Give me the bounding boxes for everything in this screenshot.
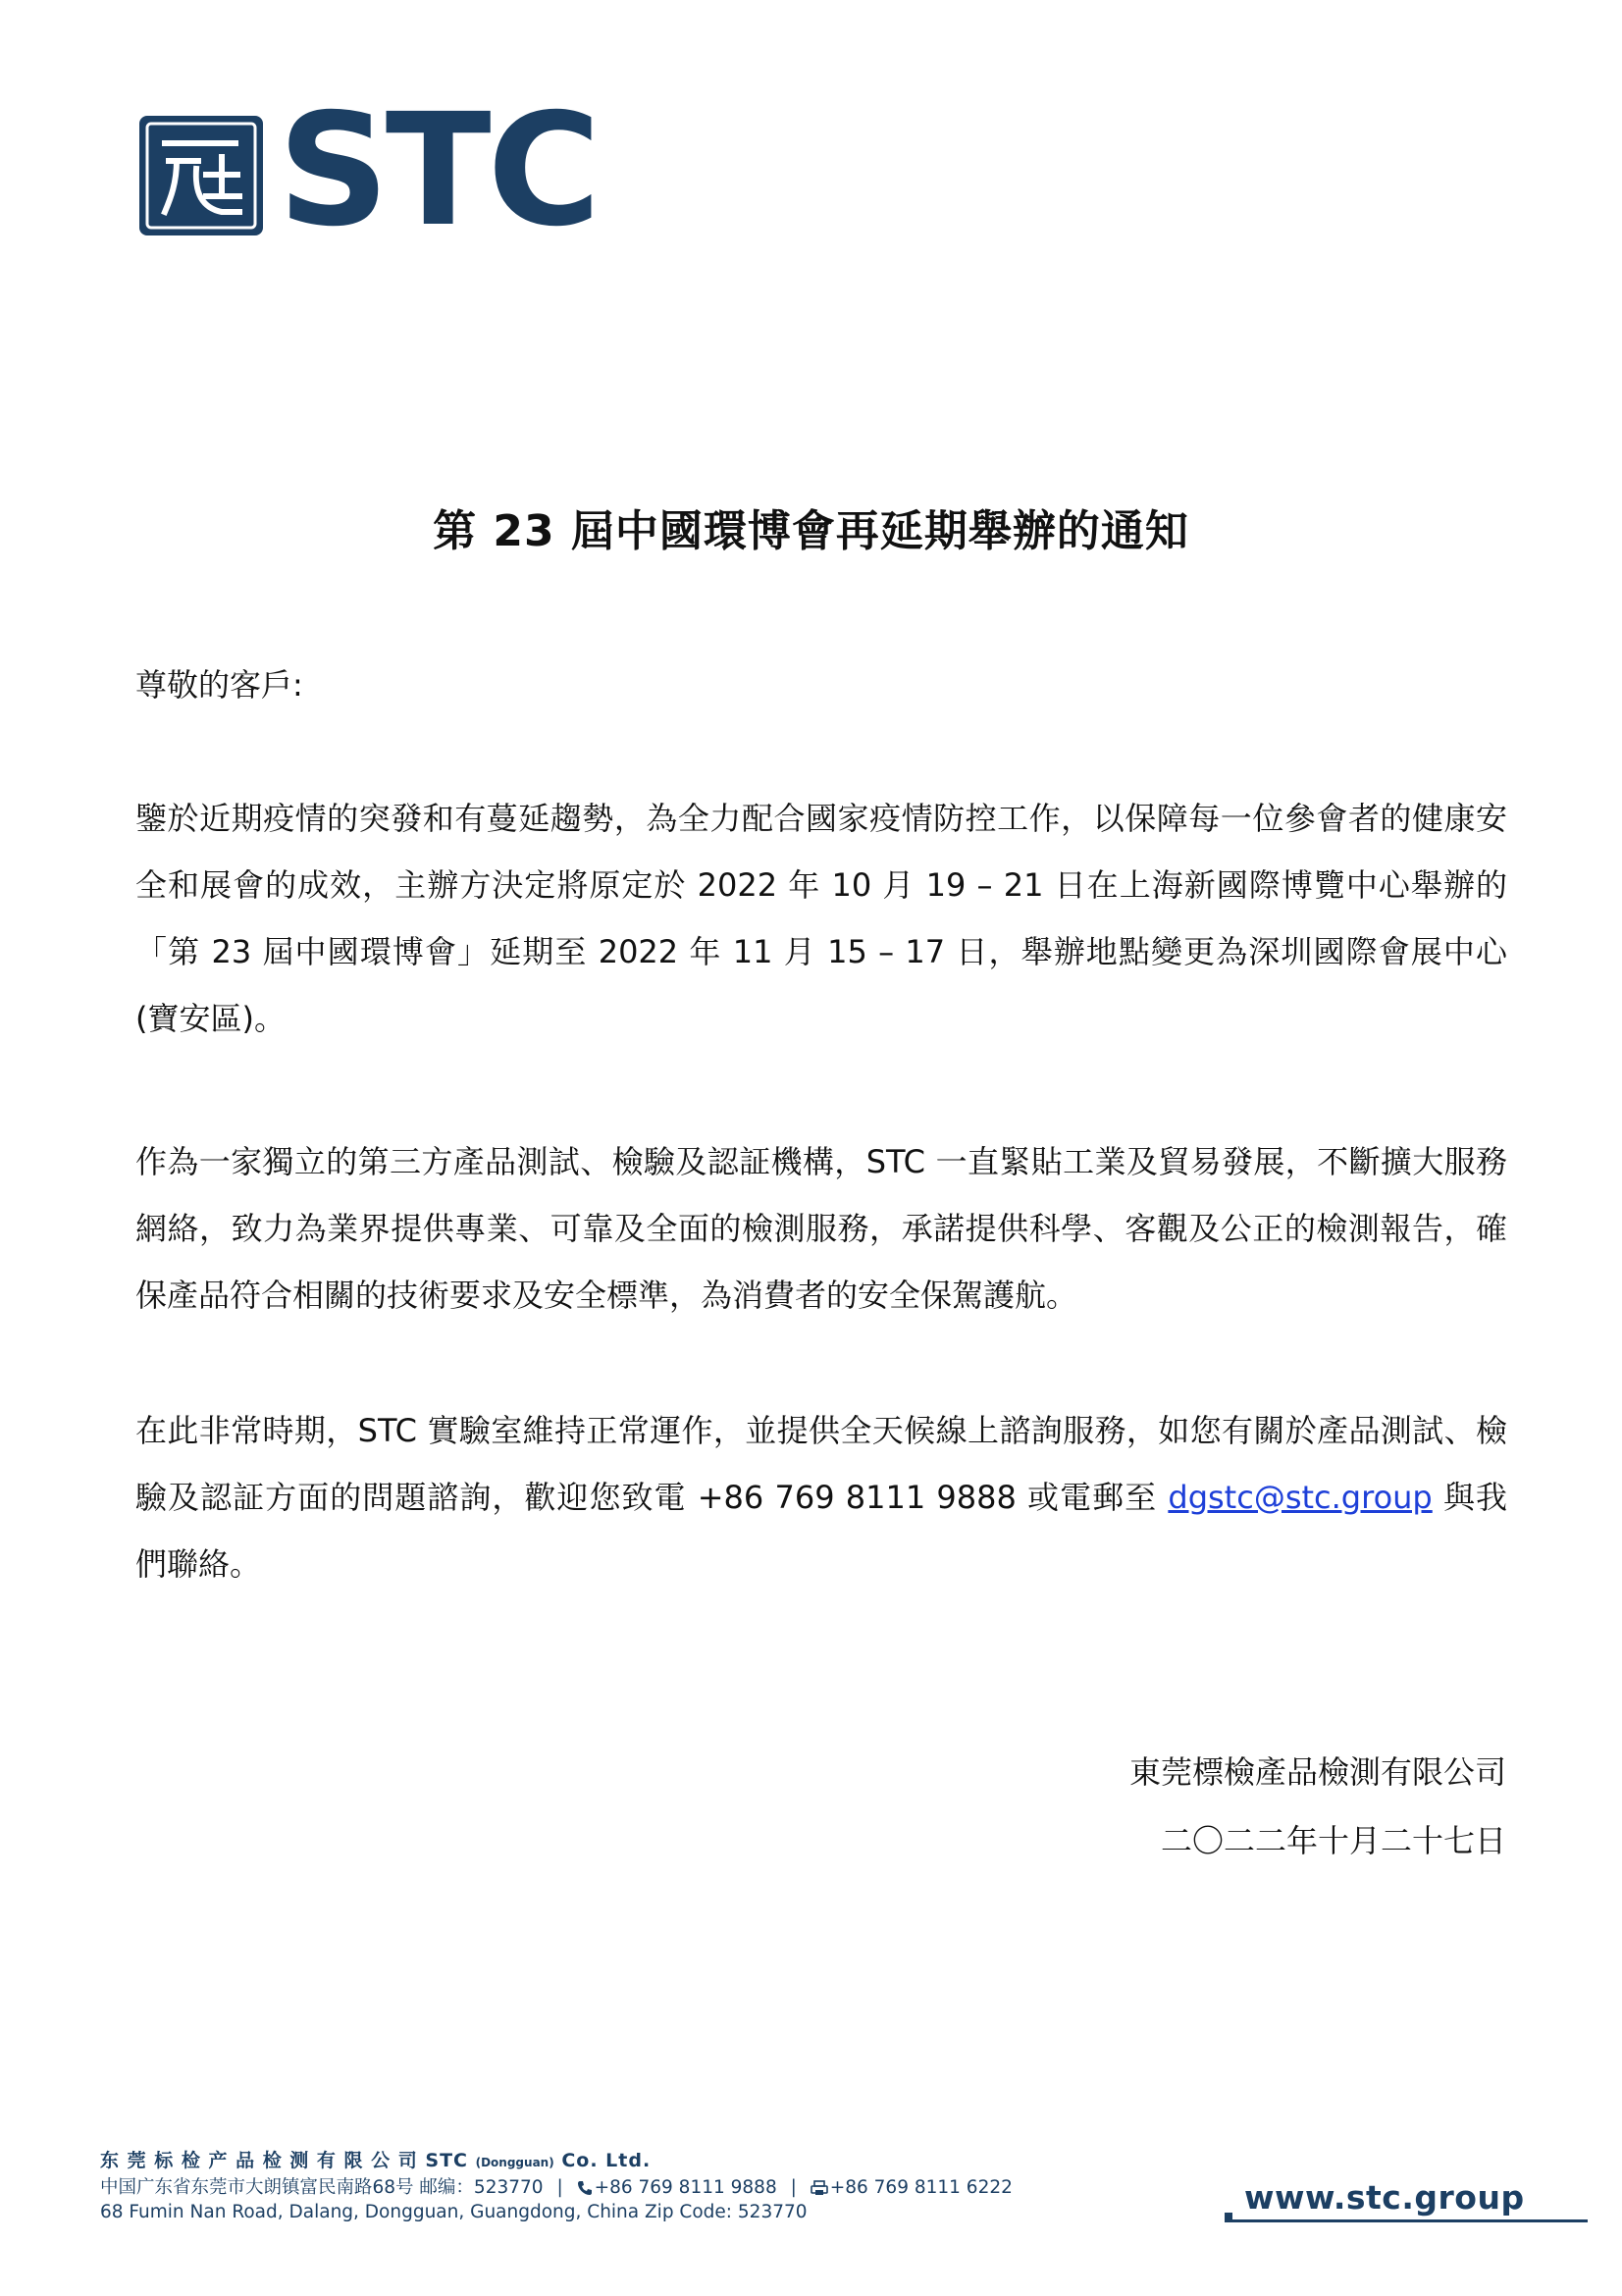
- footer-company-en-small: (Dongguan): [475, 2156, 554, 2169]
- footer-contact-line: [100, 2175, 1013, 2200]
- footer-website-underline: [1225, 2219, 1588, 2222]
- footer-address-cn: 中国广东省东莞市大朗镇富民南路68号 邮编：523770: [100, 2177, 544, 2198]
- salutation: 尊敬的客戶:: [135, 666, 303, 704]
- footer-company-en-suffix: Co. Ltd.: [561, 2150, 652, 2171]
- phone-icon: [577, 2180, 593, 2196]
- stc-emblem-icon: [137, 114, 265, 237]
- separator: |: [790, 2177, 797, 2198]
- paragraph-postponement: 鑒於近期疫情的突發和有蔓延趨勢，為全力配合國家疫情防控工作，以保障每一位參會者的健康安全和展會的成效，主辦方決定將原定於 2022 年 10 月 19 – 21 日在上海新國際博覽中心舉辦的「第 23 屆中國環博會」延期至 2022 年 11 月 15 – 17 日，舉辦地點變更為深圳國際會展中心 (寶安區)。: [135, 800, 1507, 1037]
- fax-icon: [811, 2180, 828, 2196]
- contact-text-end: 與我們聯絡。: [135, 1479, 1507, 1583]
- footer-fax: +86 769 8111 6222: [829, 2177, 1013, 2198]
- stc-wordmark: STC: [278, 80, 598, 261]
- paragraph-contact: [135, 1397, 1507, 1597]
- footer-phone: +86 769 8111 9888: [594, 2177, 777, 2198]
- footer-company-en-prefix: STC: [425, 2150, 468, 2171]
- contact-text: 在此非常時期，STC 實驗室維持正常運作，並提供全天候線上諮詢服務，如您有關於產品測試、檢驗及認証方面的問題諮詢，歡迎您致電 +86 769 8111 9888 或電郵至: [135, 1412, 1507, 1516]
- footer: [100, 2149, 1013, 2224]
- signature-date: 二〇二二年十月二十七日: [1160, 1822, 1506, 1859]
- footer-address-en: 68 Fumin Nan Road, Dalang, Dongguan, Guangdong, China Zip Code: 523770: [100, 2202, 808, 2222]
- signature-company: 東莞標檢產品檢測有限公司: [1128, 1753, 1506, 1791]
- footer-company: [100, 2149, 1013, 2175]
- email-link[interactable]: dgstc@stc.group: [1168, 1479, 1433, 1516]
- separator: |: [556, 2177, 563, 2198]
- footer-company-cn: 东 莞 标 检 产 品 检 测 有 限 公 司: [100, 2150, 418, 2171]
- footer-website[interactable]: www.stc.group: [1244, 2178, 1525, 2217]
- notice-title: 第 23 屆中國環博會再延期舉辦的通知: [433, 506, 1189, 556]
- paragraph-about-stc: 作為一家獨立的第三方產品測試、檢驗及認証機構，STC 一直緊貼工業及貿易發展，不斷擴大服務網絡，致力為業界提供專業、可靠及全面的檢測服務，承諾提供科學、客觀及公正的檢測報告，確保產品符合相關的技術要求及安全標準，為消費者的安全保駕護航。: [135, 1143, 1507, 1314]
